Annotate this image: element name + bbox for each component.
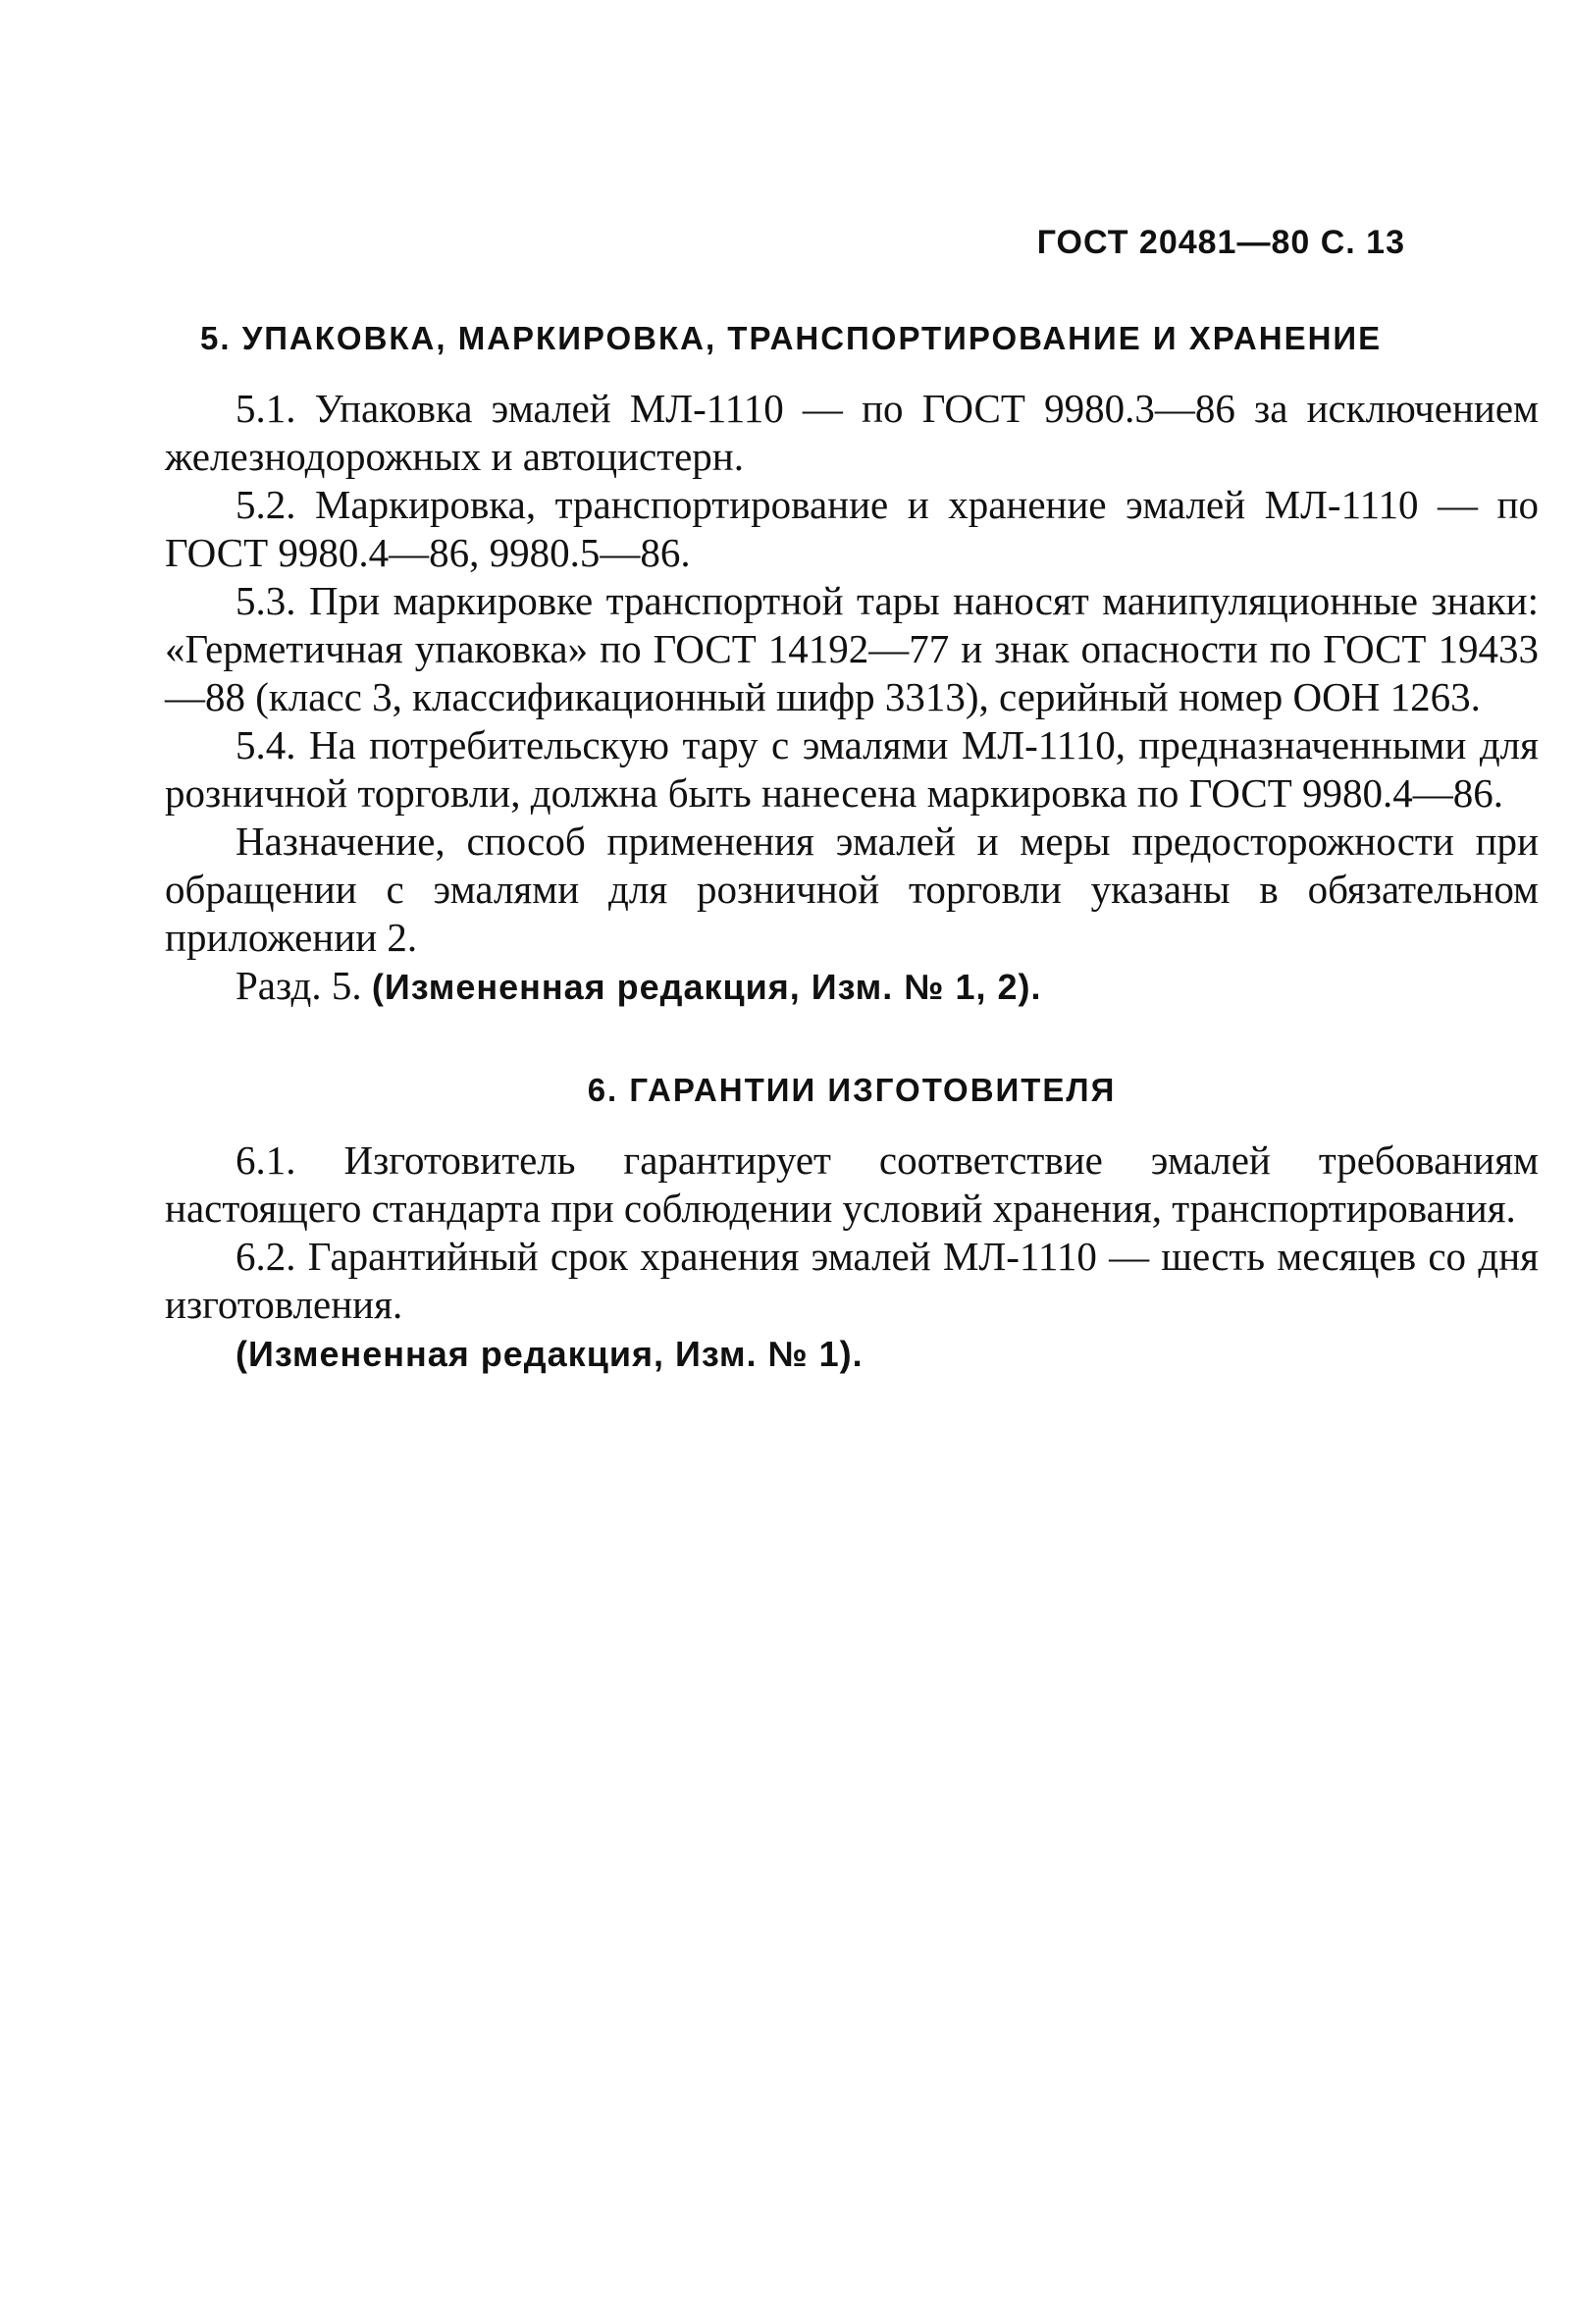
amendment-prefix: Разд. 5. [236,963,362,1008]
clause-5-2: 5.2. Маркировка, транспортирование и хранение эмалей МЛ-1110 — по ГОСТ 9980.4—86, 9980.5—86. [165,482,1539,575]
amendment-text: (Измененная редакция, Изм. № 1). [236,1334,864,1374]
clause-6-1: 6.1. Изготовитель гарантирует соответствие эмалей требованиям настоящего стандарта при соблюдении условий хранения, транспортирования. [165,1137,1539,1231]
clause-5-4: 5.4. На потребительскую тару с эмалями МЛ-1110, предназначенными для розничной торговли, должна быть нанесена маркировка по ГОСТ 9980.4—86. [165,722,1539,816]
section-6-amendment-note [165,1329,1539,1378]
page-header: ГОСТ 20481—80 С. 13 [1036,224,1405,261]
section-6 [165,1066,1539,1378]
amendment-text: (Измененная редакция, Изм. № 1, 2). [371,967,1042,1007]
section-5-amendment-note [165,962,1539,1011]
clause-5-1: 5.1. Упаковка эмалей МЛ-1110 — по ГОСТ 9980.3—86 за исключением железнодорожных и автоцистерн. [165,386,1539,479]
clause-5-3: 5.3. При маркировке транспортной тары наносят манипуляционные знаки: «Герметичная упаковка» по ГОСТ 14192—77 и знак опасности по ГОСТ 19433—88 (класс 3, классификационный шифр 3313), серийный номер ООН 1263. [165,578,1539,719]
section-6-title: 6. ГАРАНТИИ ИЗГОТОВИТЕЛЯ [587,1072,1117,1108]
clause-6-2: 6.2. Гарантийный срок хранения эмалей МЛ-1110 — шесть месяцев со дня изготовления. [165,1234,1539,1327]
page-content [165,314,1539,1378]
clause-5-4-purpose: Назначение, способ применения эмалей и меры предосторожности при обращении с эмалями для розничной торговли указаны в обязательном приложении 2. [165,819,1539,960]
section-5-title: 5. УПАКОВКА, МАРКИРОВКА, ТРАНСПОРТИРОВАНИЕ И ХРАНЕНИЕ [200,320,1383,356]
